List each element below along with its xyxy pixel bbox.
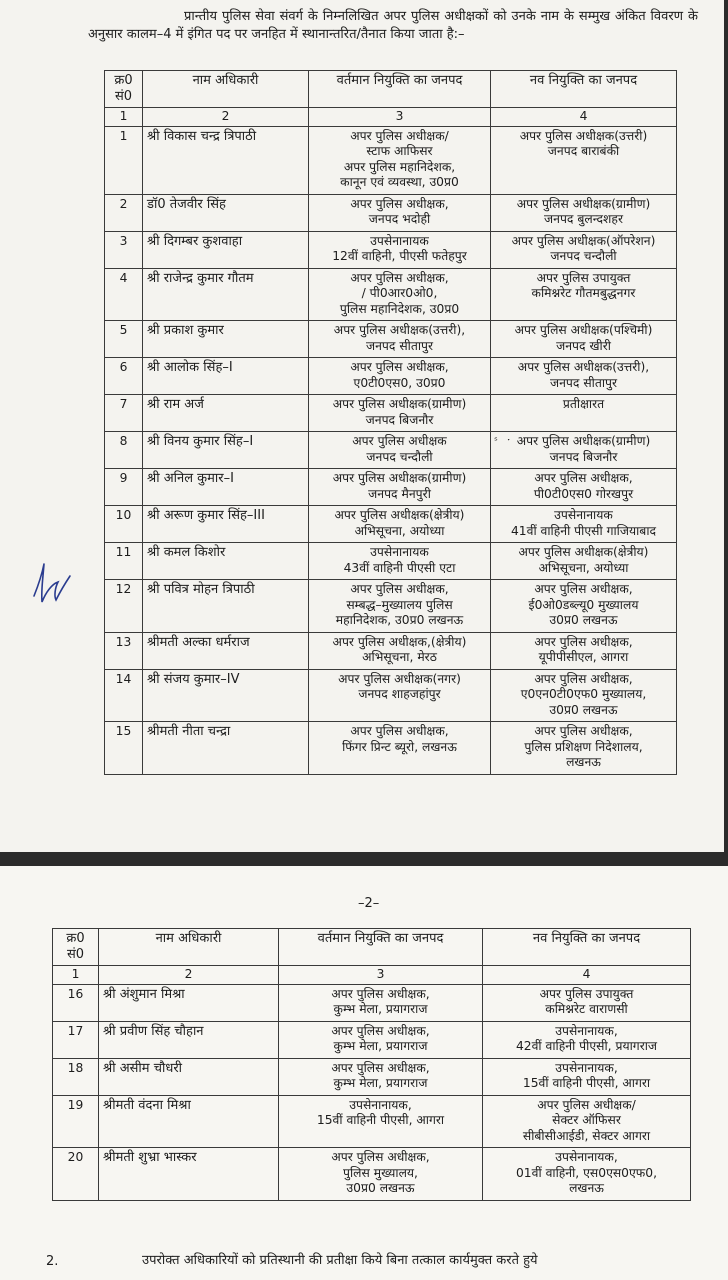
row-officer-name: श्रीमती नीता चन्द्रा (143, 722, 309, 775)
row-new-posting: अपर पुलिस अधीक्षक, यूपीपीसीएल, आगरा (491, 632, 677, 669)
table-row (53, 1095, 691, 1148)
row-current-posting: अपर पुलिस अधीक्षक, कुम्भ मेला, प्रयागराज (279, 984, 483, 1021)
row-new-posting: उपसेनानायक 41वीं वाहिनी पीएसी गाजियाबाद (491, 506, 677, 543)
row-current-posting: अपर पुलिस अधीक्षक(ग्रामीण) जनपद मैनपुरी (309, 469, 491, 506)
row-officer-name: डॉ0 तेजवीर सिंह (143, 194, 309, 231)
table-row (105, 321, 677, 358)
table-body-page-2 (53, 984, 691, 1200)
col-number: 2 (99, 966, 279, 985)
row-new-posting: उपसेनानायक, 01वीं वाहिनी, एस0एस0एफ0, लखनऊ (483, 1148, 691, 1201)
table-row (105, 669, 677, 722)
table-header-row (53, 929, 691, 966)
intro-paragraph (88, 8, 698, 44)
row-current-posting: अपर पुलिस अधीक्षक(ग्रामीण) जनपद बिजनौर (309, 395, 491, 432)
row-serial-number: 18 (53, 1058, 99, 1095)
row-officer-name: श्री पवित्र मोहन त्रिपाठी (143, 580, 309, 633)
row-current-posting: उपसेनानायक 43वीं वाहिनी पीएसी एटा (309, 543, 491, 580)
row-current-posting: अपर पुलिस अधीक्षक, कुम्भ मेला, प्रयागराज (279, 1058, 483, 1095)
row-serial-number: 14 (105, 669, 143, 722)
row-new-posting: अपर पुलिस उपायुक्त कमिश्नरेट गौतमबुद्धनगर (491, 268, 677, 321)
table-body-page-1 (105, 126, 677, 774)
table-row (105, 632, 677, 669)
header-name: नाम अधिकारी (143, 71, 309, 108)
row-current-posting: अपर पुलिस अधीक्षक, कुम्भ मेला, प्रयागराज (279, 1021, 483, 1058)
signature-initial-icon (28, 556, 74, 610)
row-new-posting: अपर पुलिस उपायुक्त कमिश्नरेट वाराणसी (483, 984, 691, 1021)
row-new-posting: अपर पुलिस अधीक्षक(ग्रामीण) जनपद बुलन्दशहर (491, 194, 677, 231)
row-officer-name: श्री दिगम्बर कुशवाहा (143, 231, 309, 268)
row-new-posting: प्रतीक्षारत (491, 395, 677, 432)
page-number: –2– (358, 896, 380, 911)
row-new-posting: अपर पुलिस अधीक्षक(ग्रामीण) जनपद बिजनौर (491, 432, 677, 469)
row-officer-name: श्री राम अर्ज (143, 395, 309, 432)
table-row (105, 506, 677, 543)
row-serial-number: 10 (105, 506, 143, 543)
header-new: नव नियुक्ति का जनपद (483, 929, 691, 966)
col-number: 4 (483, 966, 691, 985)
row-new-posting: अपर पुलिस अधीक्षक(उत्तरी), जनपद सीतापुर (491, 358, 677, 395)
row-serial-number: 11 (105, 543, 143, 580)
table-header-row (105, 71, 677, 108)
row-serial-number: 19 (53, 1095, 99, 1148)
row-new-posting: अपर पुलिस अधीक्षक(क्षेत्रीय) अभिसूचना, अयोध्या (491, 543, 677, 580)
row-new-posting: अपर पुलिस अधीक्षक(उत्तरी) जनपद बाराबंकी (491, 126, 677, 194)
header-sn: क्र0 सं0 (105, 71, 143, 108)
row-new-posting: अपर पुलिस अधीक्षक, पुलिस प्रशिक्षण निदेशालय, लखनऊ (491, 722, 677, 775)
row-serial-number: 5 (105, 321, 143, 358)
row-officer-name: श्री अनिल कुमार–I (143, 469, 309, 506)
col-number: 1 (53, 966, 99, 985)
row-officer-name: श्री राजेन्द्र कुमार गौतम (143, 268, 309, 321)
row-officer-name: श्री प्रकाश कुमार (143, 321, 309, 358)
row-current-posting: अपर पुलिस अधीक्षक, जनपद भदोही (309, 194, 491, 231)
row-current-posting: अपर पुलिस अधीक्षक, सम्बद्ध–मुख्यालय पुलिस महानिदेशक, उ0प्र0 लखनऊ (309, 580, 491, 633)
column-number-row (105, 108, 677, 127)
row-officer-name: श्रीमती शुभ्रा भास्कर (99, 1148, 279, 1201)
col-number: 4 (491, 108, 677, 127)
row-officer-name: श्री अंशुमान मिश्रा (99, 984, 279, 1021)
row-officer-name: श्री आलोक सिंह–I (143, 358, 309, 395)
table-row (105, 395, 677, 432)
col-number: 3 (279, 966, 483, 985)
column-number-row (53, 966, 691, 985)
row-current-posting: अपर पुलिस अधीक्षक(क्षेत्रीय) अभिसूचना, अयोध्या (309, 506, 491, 543)
row-current-posting: अपर पुलिस अधीक्षक(उत्तरी), जनपद सीतापुर (309, 321, 491, 358)
row-new-posting: अपर पुलिस अधीक्षक, ए0एन0टी0एफ0 मुख्यालय, उ0प्र0 लखनऊ (491, 669, 677, 722)
row-officer-name: श्री संजय कुमार–IV (143, 669, 309, 722)
table-row (105, 358, 677, 395)
document-page-2 (0, 866, 728, 1280)
header-name: नाम अधिकारी (99, 929, 279, 966)
intro-text: प्रान्तीय पुलिस सेवा संवर्ग के निम्नलिखित अपर पुलिस अधीक्षकों को उनके नाम के सम्मुख अंकित विवरण के अनुसार कालम–4 में इंगित पद पर जनहित में स्थानान्तरित/तैनात किया जाता है:– (88, 9, 698, 42)
transfer-table-page-2 (52, 928, 691, 1201)
row-serial-number: 4 (105, 268, 143, 321)
table-row (53, 984, 691, 1021)
row-new-posting: उपसेनानायक, 42वीं वाहिनी पीएसी, प्रयागराज (483, 1021, 691, 1058)
row-serial-number: 12 (105, 580, 143, 633)
row-current-posting: अपर पुलिस अधीक्षक, फिंगर प्रिन्ट ब्यूरो, लखनऊ (309, 722, 491, 775)
row-new-posting: अपर पुलिस अधीक्षक(ऑपरेशन) जनपद चन्दौली (491, 231, 677, 268)
row-current-posting: अपर पुलिस अधीक्षक/ स्टाफ आफिसर अपर पुलिस महानिदेशक, कानून एवं व्यवस्था, उ0प्र0 (309, 126, 491, 194)
col-number: 1 (105, 108, 143, 127)
row-current-posting: अपर पुलिस अधीक्षक,(क्षेत्रीय) अभिसूचना, मेरठ (309, 632, 491, 669)
col-number: 2 (143, 108, 309, 127)
row-new-posting: अपर पुलिस अधीक्षक(पश्चिमी) जनपद खीरी (491, 321, 677, 358)
row-serial-number: 20 (53, 1148, 99, 1201)
row-new-posting: अपर पुलिस अधीक्षक, पी0टी0एस0 गोरखपुर (491, 469, 677, 506)
paragraph-number: 2. (46, 1254, 59, 1269)
header-new: नव नियुक्ति का जनपद (491, 71, 677, 108)
row-serial-number: 15 (105, 722, 143, 775)
table-row (105, 268, 677, 321)
row-new-posting: अपर पुलिस अधीक्षक, ई0ओ0डब्ल्यू0 मुख्यालय उ0प्र0 लखनऊ (491, 580, 677, 633)
header-sn: क्र0 सं0 (53, 929, 99, 966)
table-row (105, 543, 677, 580)
row-current-posting: अपर पुलिस अधीक्षक, / पी0आर0ओ0, पुलिस महानिदेशक, उ0प्र0 (309, 268, 491, 321)
row-serial-number: 9 (105, 469, 143, 506)
row-new-posting: अपर पुलिस अधीक्षक/ सेक्टर ऑफिसर सीबीसीआईडी, सेक्टर आगरा (483, 1095, 691, 1148)
stray-mark: ˢ ˑ (494, 436, 511, 447)
row-officer-name: श्री अरूण कुमार सिंह–III (143, 506, 309, 543)
table-row (105, 126, 677, 194)
row-current-posting: उपसेनानायक 12वीं वाहिनी, पीएसी फतेहपुर (309, 231, 491, 268)
header-current: वर्तमान नियुक्ति का जनपद (309, 71, 491, 108)
row-serial-number: 1 (105, 126, 143, 194)
header-current: वर्तमान नियुक्ति का जनपद (279, 929, 483, 966)
row-current-posting: अपर पुलिस अधीक्षक, ए0टी0एस0, उ0प्र0 (309, 358, 491, 395)
table-row (105, 722, 677, 775)
table-row (53, 1021, 691, 1058)
row-serial-number: 16 (53, 984, 99, 1021)
row-officer-name: श्रीमती वंदना मिश्रा (99, 1095, 279, 1148)
row-officer-name: श्री कमल किशोर (143, 543, 309, 580)
row-current-posting: उपसेनानायक, 15वीं वाहिनी पीएसी, आगरा (279, 1095, 483, 1148)
row-officer-name: श्री प्रवीण सिंह चौहान (99, 1021, 279, 1058)
row-officer-name: श्रीमती अल्का धर्मराज (143, 632, 309, 669)
row-officer-name: श्री विकास चन्द्र त्रिपाठी (143, 126, 309, 194)
row-serial-number: 2 (105, 194, 143, 231)
row-serial-number: 8 (105, 432, 143, 469)
row-current-posting: अपर पुलिस अधीक्षक(नगर) जनपद शाहजहांपुर (309, 669, 491, 722)
row-new-posting: उपसेनानायक, 15वीं वाहिनी पीएसी, आगरा (483, 1058, 691, 1095)
table-row (105, 432, 677, 469)
transfer-table-page-1 (104, 70, 677, 775)
table-row (105, 580, 677, 633)
table-row (105, 194, 677, 231)
row-serial-number: 3 (105, 231, 143, 268)
row-officer-name: श्री असीम चौधरी (99, 1058, 279, 1095)
row-serial-number: 13 (105, 632, 143, 669)
table-row (53, 1058, 691, 1095)
paragraph-text: उपरोक्त अधिकारियों को प्रतिस्थानी की प्रतीक्षा किये बिना तत्काल कार्यमुक्त करते हुये (142, 1253, 538, 1268)
row-serial-number: 6 (105, 358, 143, 395)
row-current-posting: अपर पुलिस अधीक्षक, पुलिस मुख्यालय, उ0प्र0 लखनऊ (279, 1148, 483, 1201)
table-row (105, 469, 677, 506)
row-serial-number: 17 (53, 1021, 99, 1058)
row-officer-name: श्री विनय कुमार सिंह–I (143, 432, 309, 469)
table-row (105, 231, 677, 268)
row-serial-number: 7 (105, 395, 143, 432)
col-number: 3 (309, 108, 491, 127)
row-current-posting: अपर पुलिस अधीक्षक जनपद चन्दौली (309, 432, 491, 469)
table-row (53, 1148, 691, 1201)
